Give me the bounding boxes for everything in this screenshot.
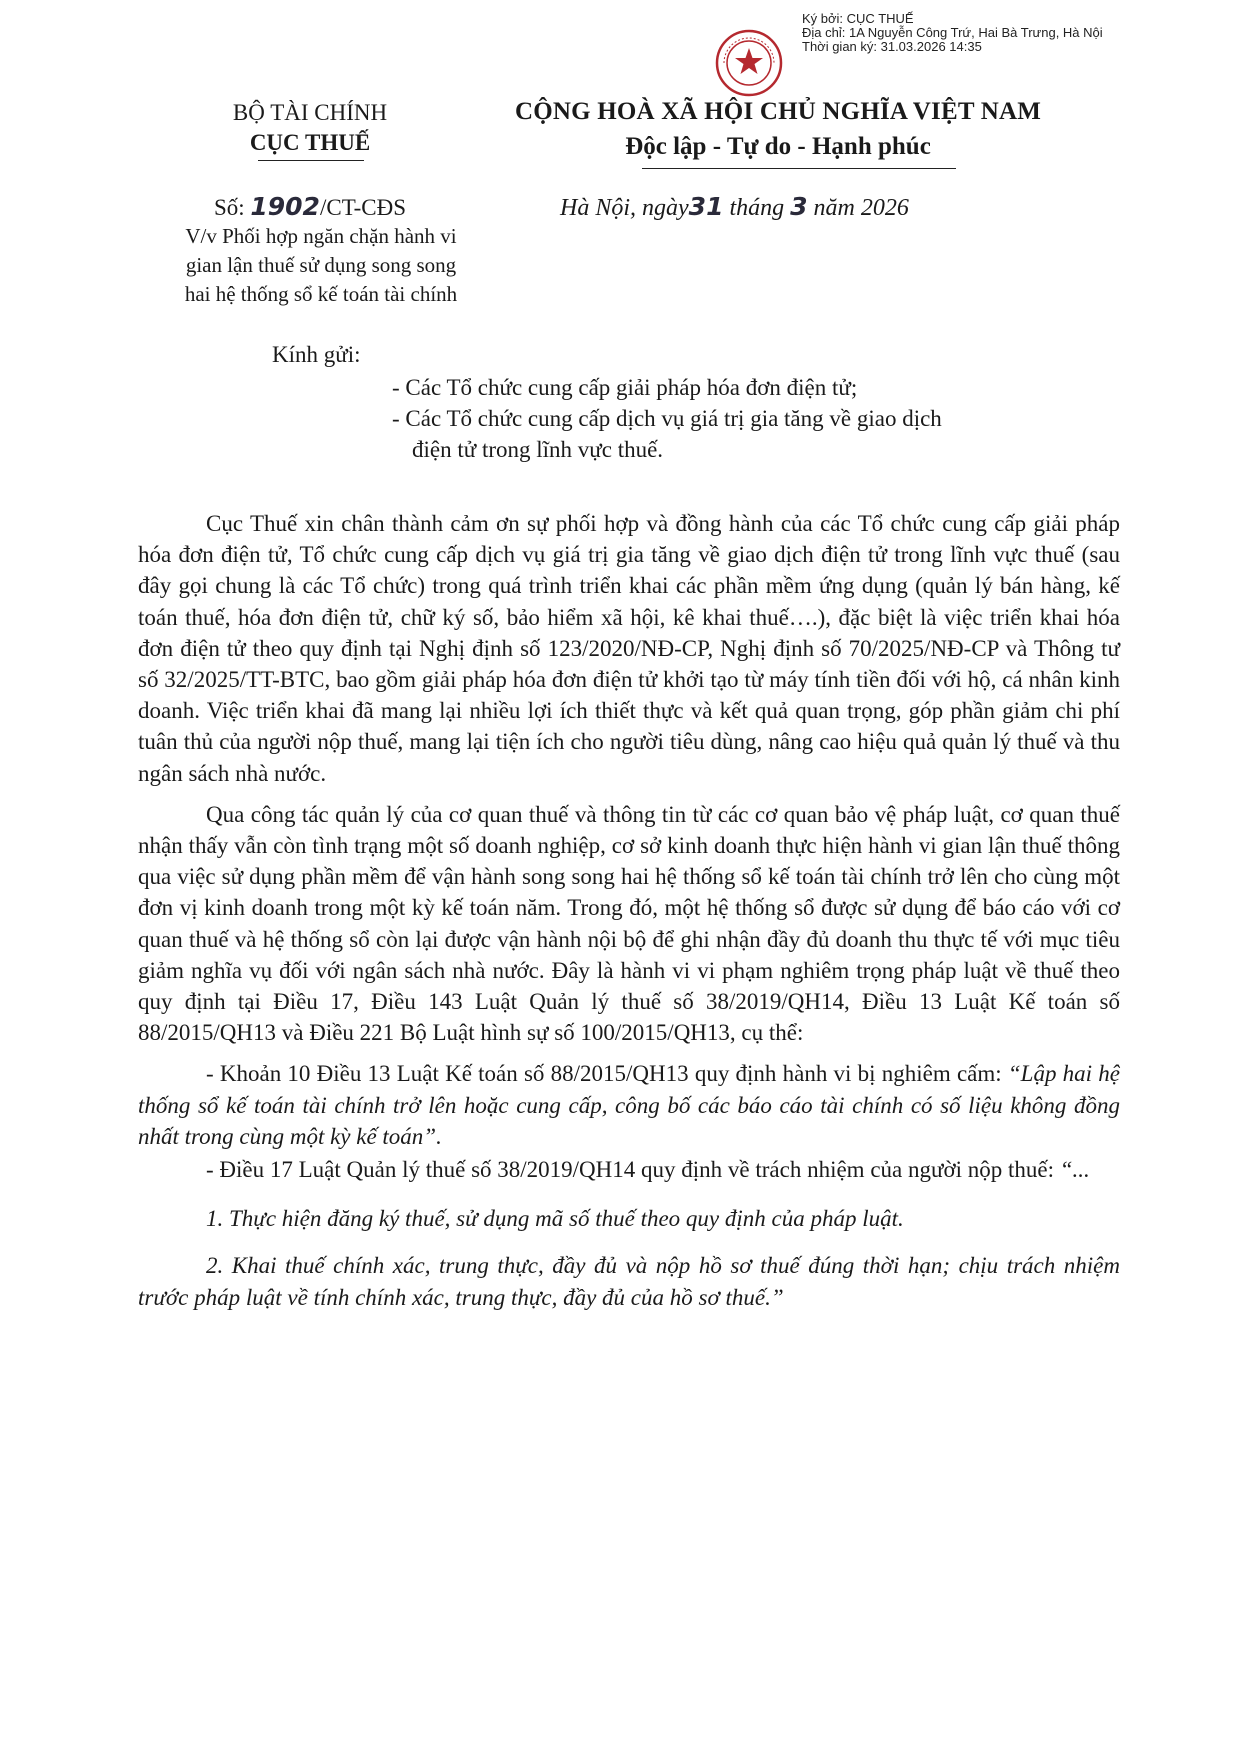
signature-time: Thời gian ký: 31.03.2026 14:35: [802, 39, 982, 54]
recipient-item: - Các Tổ chức cung cấp giải pháp hóa đơn điện tử;: [392, 375, 858, 400]
header-divider-left: [258, 160, 364, 161]
date-prefix: Hà Nội, ngày: [560, 195, 689, 221]
subject-line: gian lận thuế sử dụng song song: [185, 253, 457, 277]
official-seal-icon: [714, 28, 784, 98]
quoted-item: 2. Khai thuế chính xác, trung thực, đầy đủ và nộp hồ sơ thuế đúng thời hạn; chịu trách nhiệm trước pháp luật về tính chính xác, trung thực, đầy đủ của hồ sơ thuế.”: [138, 1253, 1120, 1310]
document-subject: [168, 222, 474, 309]
recipients-list: [392, 372, 1112, 465]
motto: Độc lập - Tự do - Hạnh phúc: [625, 133, 931, 160]
doc-no-suffix: /CT-CĐS: [319, 195, 407, 220]
recipient-item: điện tử trong lĩnh vực thuế.: [412, 437, 664, 462]
date-year: năm 2026: [813, 195, 909, 221]
clause-lead: - Điều 17 Luật Quản lý thuế số 38/2019/QH14 quy định về trách nhiệm của người nộp thuế:: [206, 1157, 1060, 1183]
nation-title: CỘNG HOÀ XÃ HỘI CHỦ NGHĨA VIỆT NAM: [514, 98, 1042, 125]
signature-info: [802, 12, 1103, 54]
date-day-handwritten: 31: [688, 192, 724, 221]
subject-line: hai hệ thống sổ kế toán tài chính: [184, 282, 458, 306]
document-date: [560, 192, 909, 222]
signature-signed-by: Ký bởi: CỤC THUẾ: [802, 11, 914, 26]
clause-quote: “...: [1059, 1157, 1090, 1183]
clause-quote: “Lập hai hệ thống sổ kế toán tài chính trở lên hoặc cung cấp, công bố các báo cáo tài chính có số liệu không đồng nhất trong cùng một kỳ kế toán”.: [138, 1061, 1120, 1149]
quoted-item: 1. Thực hiện đăng ký thuế, sử dụng mã số thuế theo quy định của pháp luật.: [206, 1206, 904, 1232]
body-paragraph: Qua công tác quản lý của cơ quan thuế và thông tin từ các cơ quan bảo vệ pháp luật, cơ quan thuế nhận thấy vẫn còn tình trạng một số doanh nghiệp, cơ sở kinh doanh thực hiện hành vi gian lận thuế thông qua việc sử dụng phần mềm để vận hành song song hai hệ thống sổ kế toán tài chính trở lên cho cùng một đơn vị kinh doanh trong một kỳ kế toán năm. Trong đó, một hệ thống sổ được sử dụng để báo cáo với cơ quan thuế và hệ thống sổ còn lại được vận hành nội bộ để ghi nhận đầy đủ doanh thu thực tế với mục tiêu giảm nghĩa vụ đối với ngân sách nhà nước. Đây là hành vi vi phạm nghiêm trọng pháp luật về thuế theo quy định tại Điều 17, Điều 143 Luật Quản lý thuế số 38/2019/QH14, Điều 13 Luật Kế toán số 88/2015/QH13 và Điều 221 Bộ Luật hình sự số 100/2015/QH13, cụ thể:: [138, 801, 1120, 1046]
doc-no-prefix: Số:: [213, 195, 245, 220]
document-body: [138, 508, 1120, 1323]
body-paragraph: [138, 1154, 1120, 1185]
date-month-handwritten: 3: [790, 192, 808, 221]
clause-lead: - Khoản 10 Điều 13 Luật Kế toán số 88/2015/QH13 quy định hành vi bị nghiêm cấm:: [206, 1061, 1008, 1087]
recipient-item: - Các Tổ chức cung cấp dịch vụ giá trị gia tăng về giao dịch: [392, 406, 942, 431]
ministry-name: BỘ TÀI CHÍNH: [232, 100, 388, 125]
doc-no-handwritten: 1902: [250, 192, 320, 221]
recipients-label: Kính gửi:: [272, 342, 361, 367]
body-paragraph: Cục Thuế xin chân thành cảm ơn sự phối hợp và đồng hành của các Tổ chức cung cấp giải pháp hóa đơn điện tử, Tổ chức cung cấp dịch vụ giá trị gia tăng về giao dịch điện tử trong lĩnh vực thuế (sau đây gọi chung là các Tổ chức) trong quá trình triển khai các phần mềm ứng dụng (quản lý bán hàng, kế toán thuế, hóa đơn điện tử, chữ ký số, bảo hiểm xã hội, kê khai thuế….), đặc biệt là việc triển khai hóa đơn điện tử theo quy định tại Nghị định số 123/2020/NĐ-CP, Nghị định số 70/2025/NĐ-CP và Thông tư số 32/2025/TT-BTC, bao gồm giải pháp hóa đơn điện tử khởi tạo từ máy tính tiền đối với hộ, cá nhân kinh doanh. Việc triển khai đã mang lại nhiều lợi ích thiết thực và kết quả quan trọng, góp phần giảm chi phí tuân thủ của người nộp thuế, mang lại tiện ích cho người tiêu dùng, nâng cao hiệu quả quản lý thuế và thu ngân sách nhà nước.: [138, 511, 1120, 786]
date-month-label: tháng: [729, 195, 785, 221]
signature-address: Địa chỉ: 1A Nguyễn Công Trứ, Hai Bà Trưng, Hà Nội: [802, 25, 1103, 40]
body-paragraph: [138, 1058, 1120, 1152]
department-name: CỤC THUẾ: [249, 130, 371, 155]
document-number: [190, 192, 430, 221]
subject-line: V/v Phối hợp ngăn chặn hành vi: [185, 224, 457, 248]
header-divider-right: [642, 168, 956, 169]
